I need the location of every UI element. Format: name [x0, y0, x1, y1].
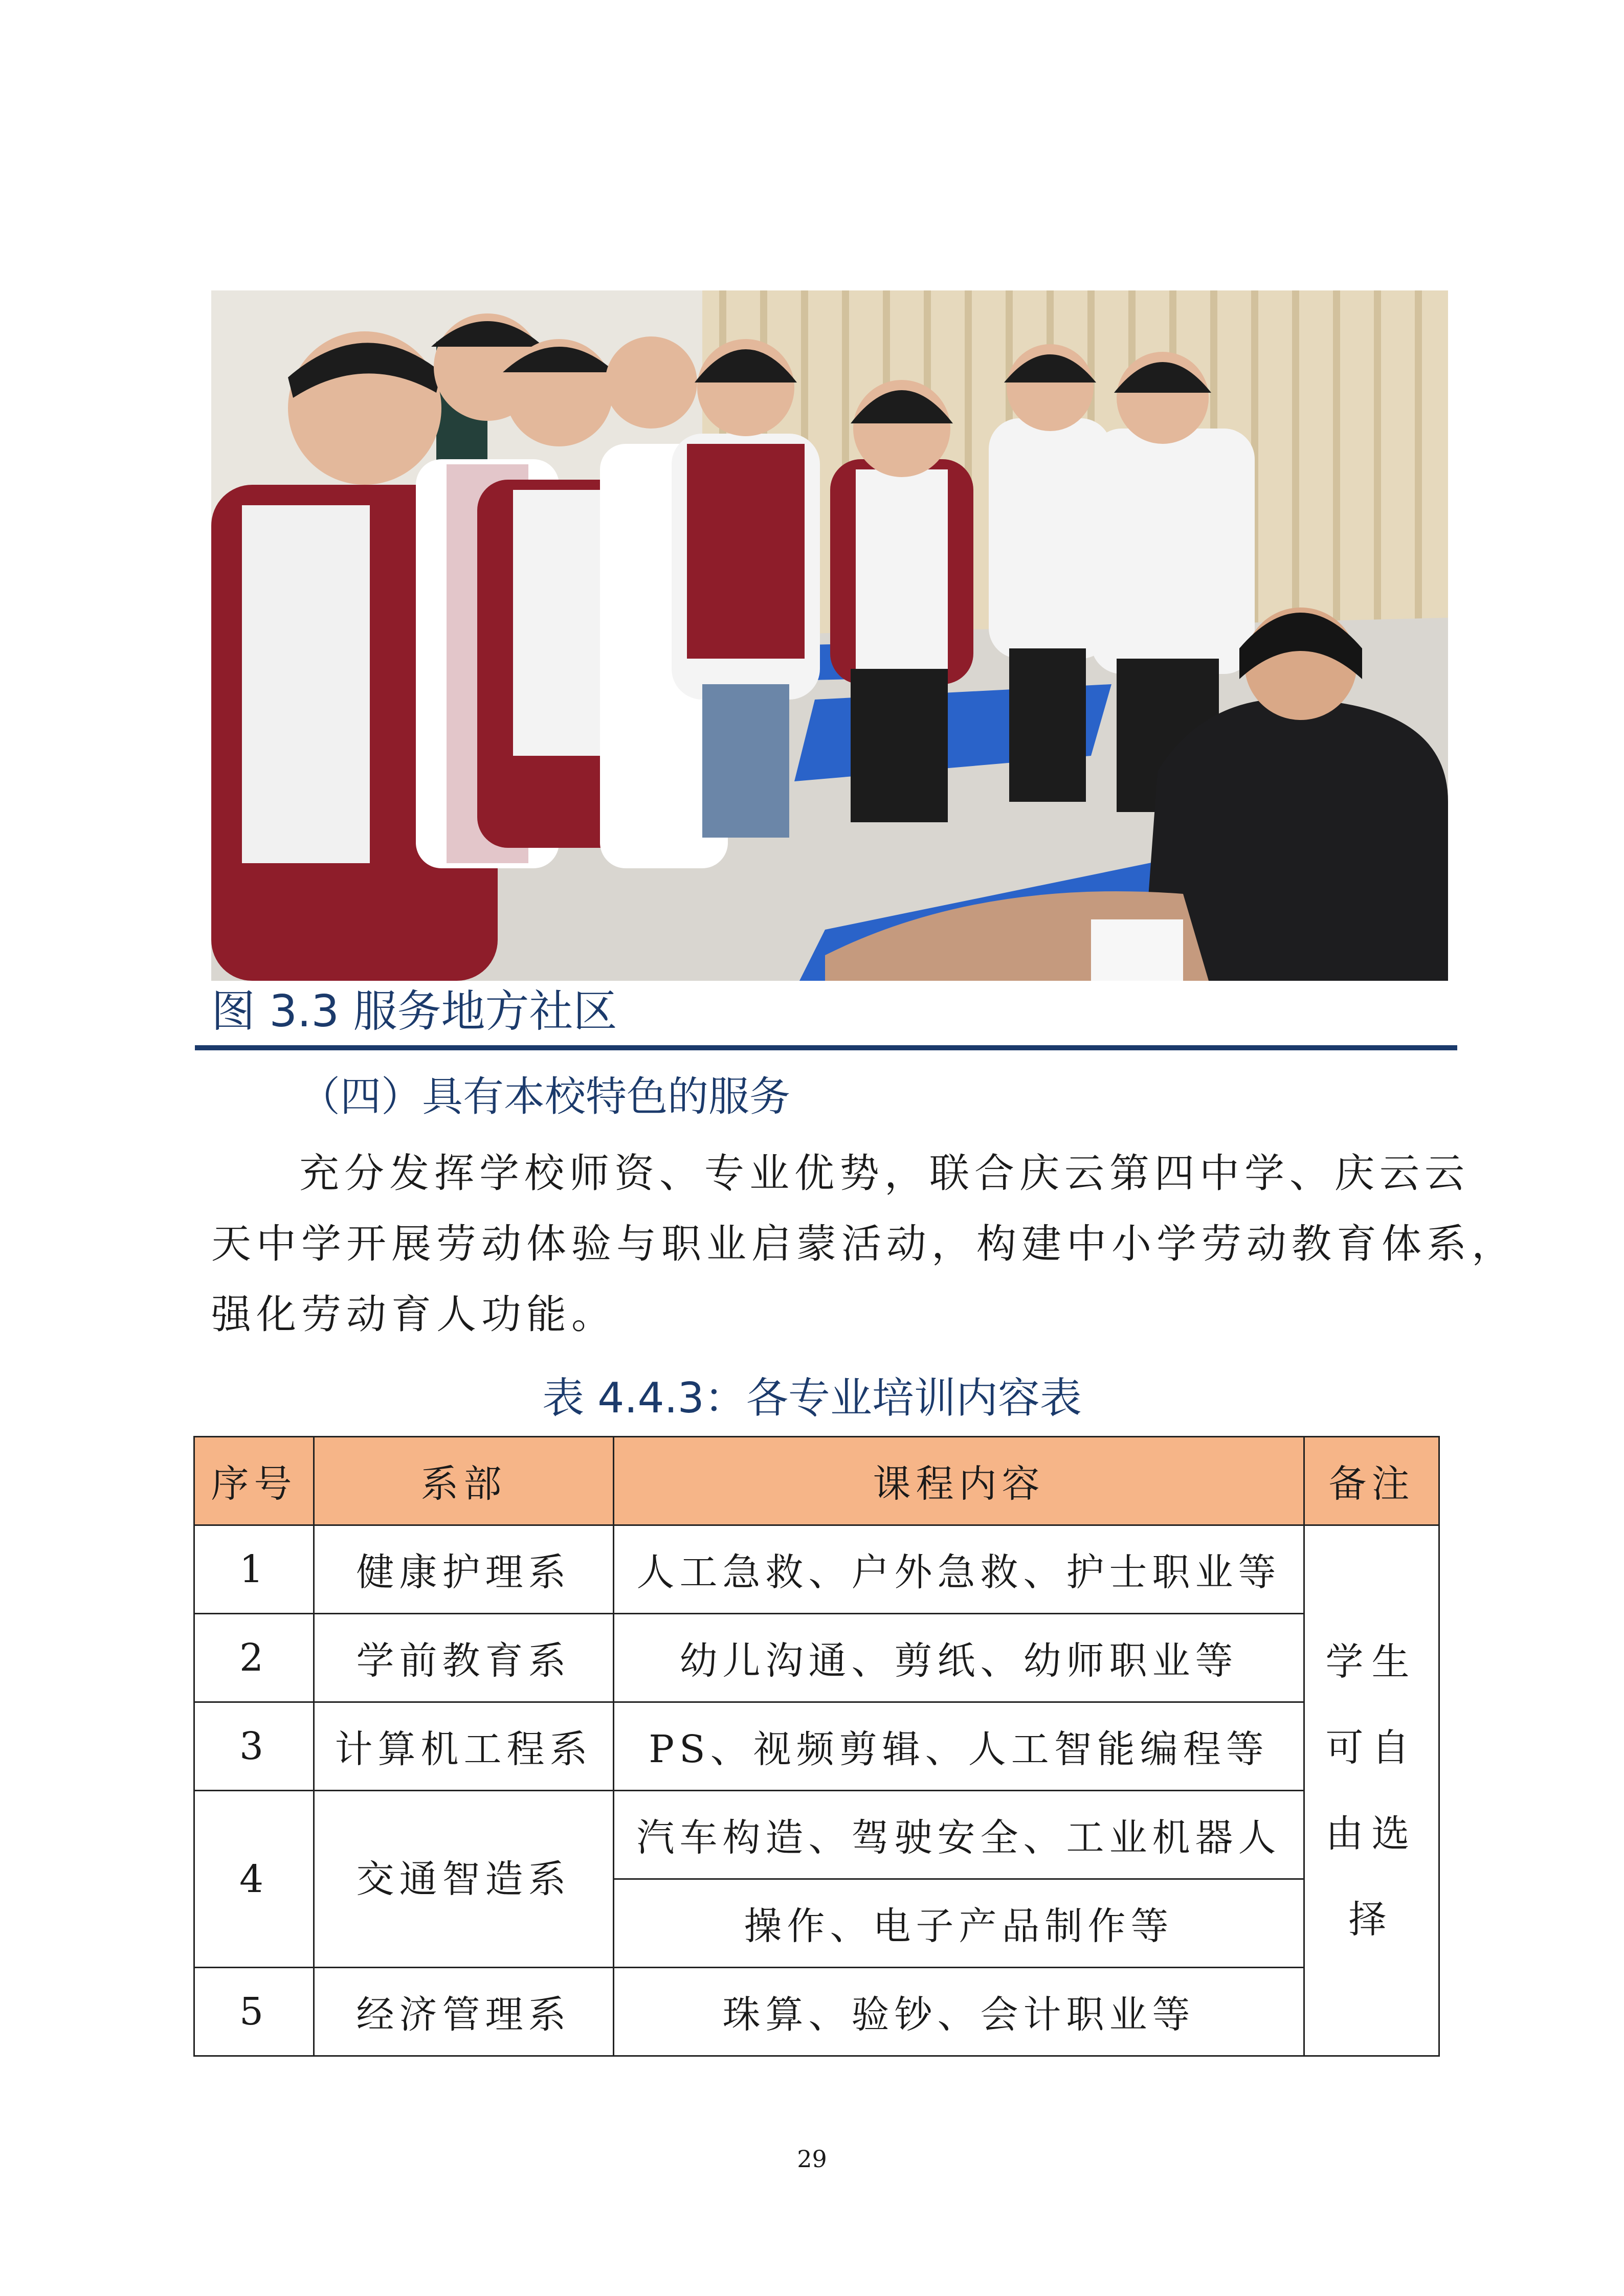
remarks-line: 学生: [1325, 1639, 1418, 1684]
section-heading: （四）具有本校特色的服务: [299, 1073, 790, 1120]
paragraph-line: 天中学开展劳动体验与职业启蒙活动，构建中小学劳动教育体系，: [211, 1221, 1517, 1267]
header-course-content: 课程内容: [614, 1437, 1304, 1525]
paragraph-line: 强化劳动育人功能。: [211, 1292, 617, 1338]
cell-department: 交通智造系: [314, 1791, 614, 1968]
cell-department: 计算机工程系: [314, 1702, 614, 1791]
cell-course-content: 珠算、验钞、会计职业等: [614, 1968, 1304, 2056]
remarks-line: 可自: [1325, 1725, 1418, 1770]
paragraph-line: 充分发挥学校师资、专业优势，联合庆云第四中学、庆云云: [299, 1151, 1470, 1197]
cell-remarks: [1304, 1525, 1439, 2056]
photo-illustration: [211, 290, 1448, 981]
cell-no: 4: [194, 1791, 314, 1968]
cell-no: 3: [194, 1702, 314, 1791]
cell-no: 2: [194, 1614, 314, 1702]
header-remarks: 备注: [1304, 1437, 1439, 1525]
figure-caption: 图 3.3 服务地方社区: [211, 986, 617, 1037]
students-photo: [211, 290, 1448, 981]
cell-department: 健康护理系: [314, 1525, 614, 1614]
table-title: 表 4.4.3：各专业培训内容表: [542, 1374, 1082, 1423]
cell-department: 学前教育系: [314, 1614, 614, 1702]
caption-divider: [195, 1045, 1457, 1050]
cell-course-content-line: 操作、电子产品制作等: [614, 1879, 1304, 1968]
cell-course-content-line: 汽车构造、驾驶安全、工业机器人: [614, 1791, 1304, 1879]
cell-course-content: 人工急救、户外急救、护士职业等: [614, 1525, 1304, 1614]
remarks-line: 择: [1348, 1897, 1395, 1942]
page-number: 29: [797, 2145, 827, 2173]
cell-course-content: 幼儿沟通、剪纸、幼师职业等: [614, 1614, 1304, 1702]
table-row: [194, 1791, 1439, 1879]
table-row: [194, 1702, 1439, 1791]
header-no: 序号: [194, 1437, 314, 1525]
cell-department: 经济管理系: [314, 1968, 614, 2056]
table-row: [194, 1968, 1439, 2056]
training-content-table: [193, 1436, 1440, 2057]
table-row: [194, 1614, 1439, 1702]
cell-course-content: PS、视频剪辑、人工智能编程等: [614, 1702, 1304, 1791]
remarks-line: 由选: [1325, 1811, 1418, 1856]
cell-no: 5: [194, 1968, 314, 2056]
table-row: [194, 1525, 1439, 1614]
table-header-row: [194, 1437, 1439, 1525]
cell-no: 1: [194, 1525, 314, 1614]
header-department: 系部: [314, 1437, 614, 1525]
